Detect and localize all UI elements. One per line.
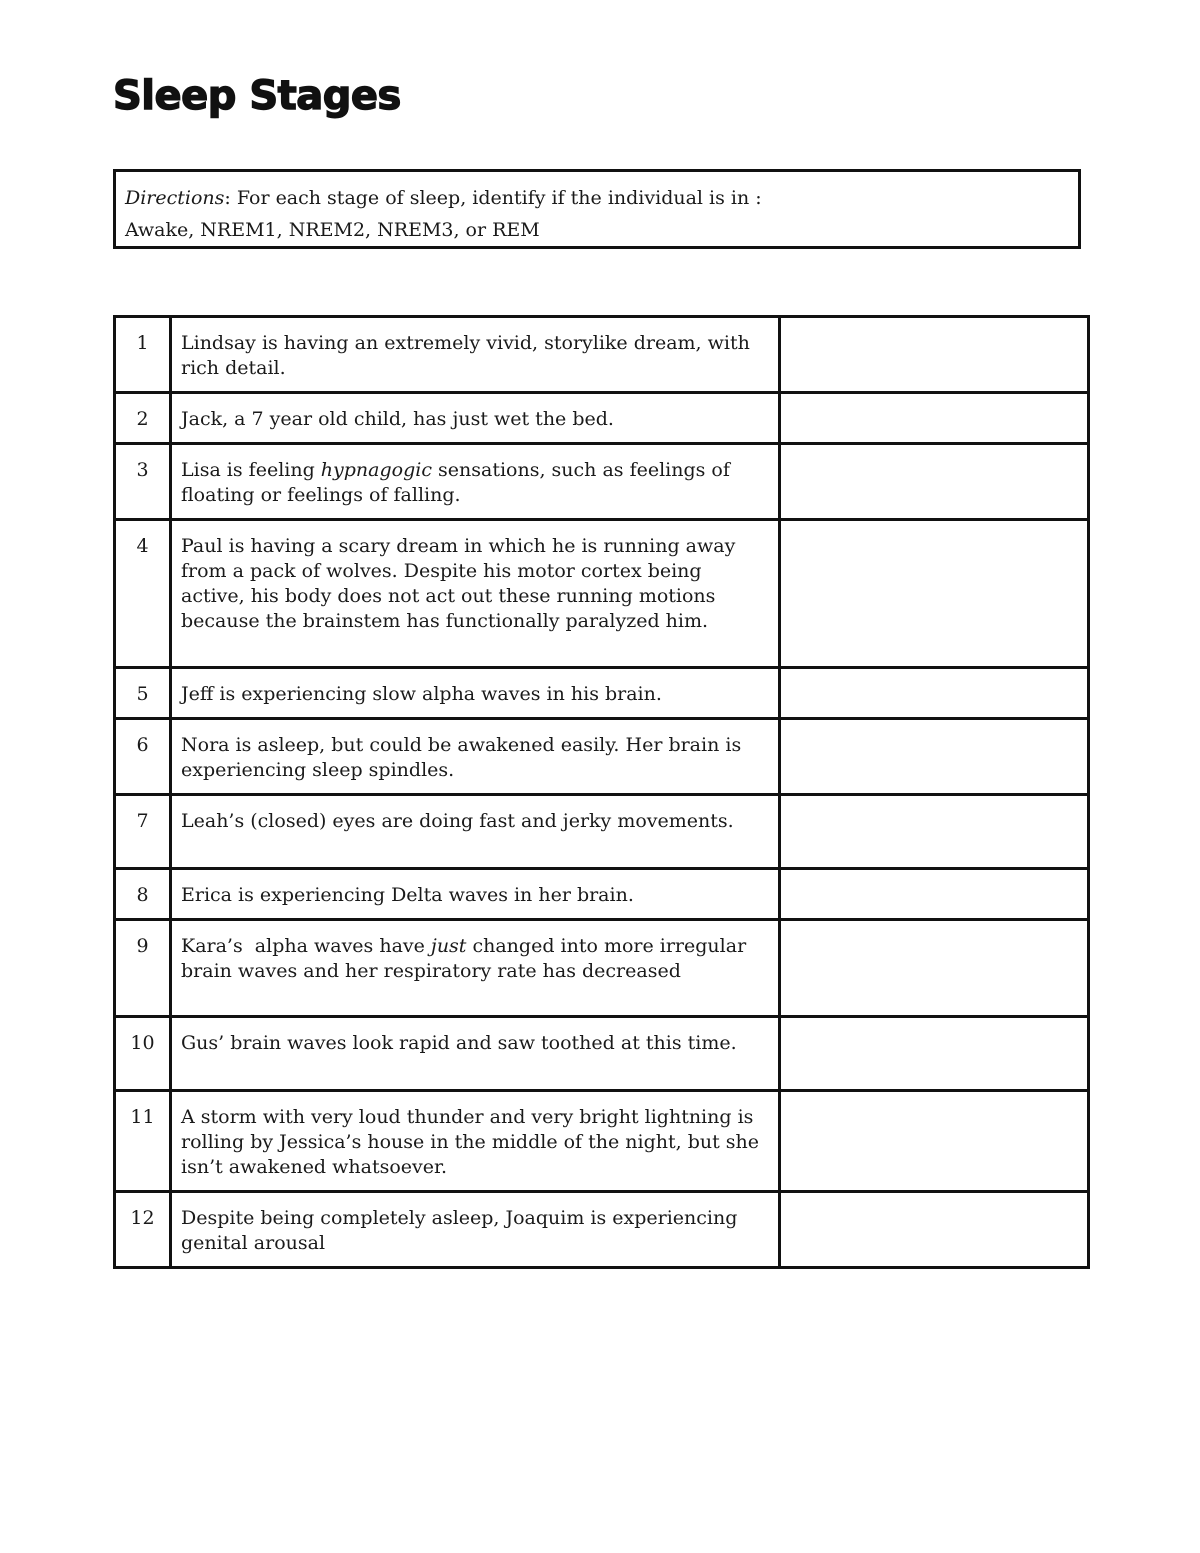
row-number: 6 xyxy=(115,719,171,795)
row-number: 8 xyxy=(115,869,171,920)
answer-cell[interactable] xyxy=(780,1017,1089,1091)
row-number: 2 xyxy=(115,393,171,444)
table-row xyxy=(115,920,1089,1017)
answer-cell[interactable] xyxy=(780,869,1089,920)
directions-box xyxy=(113,169,1081,249)
row-number: 9 xyxy=(115,920,171,1017)
row-number: 4 xyxy=(115,520,171,668)
row-number: 11 xyxy=(115,1091,171,1192)
answer-cell[interactable] xyxy=(780,520,1089,668)
row-number: 1 xyxy=(115,317,171,393)
scenario-text-part: sensations, such as feelings of floating or feelings of falling. xyxy=(181,459,730,506)
scenario-text: Lindsay is having an extremely vivid, storylike dream, with rich detail. xyxy=(171,317,780,393)
scenario-text: Erica is experiencing Delta waves in her brain. xyxy=(171,869,780,920)
answer-cell[interactable] xyxy=(780,317,1089,393)
directions-options: Awake, NREM1, NREM2, NREM3, or REM xyxy=(125,219,540,241)
answer-cell[interactable] xyxy=(780,444,1089,520)
directions-label: Directions xyxy=(125,187,225,209)
answer-cell[interactable] xyxy=(780,920,1089,1017)
scenario-text xyxy=(171,920,780,1017)
directions-text: : For each stage of sleep, identify if the individual is in : xyxy=(224,187,762,209)
table-row xyxy=(115,393,1089,444)
table-row xyxy=(115,869,1089,920)
table-row xyxy=(115,1192,1089,1268)
row-number: 12 xyxy=(115,1192,171,1268)
directions-line xyxy=(125,182,1069,214)
table-row xyxy=(115,444,1089,520)
answer-cell[interactable] xyxy=(780,795,1089,869)
answer-cell[interactable] xyxy=(780,668,1089,719)
answer-cell[interactable] xyxy=(780,719,1089,795)
page-title: Sleep Stages xyxy=(113,73,401,119)
scenario-text: Jack, a 7 year old child, has just wet the bed. xyxy=(171,393,780,444)
sleep-stage-table xyxy=(113,315,1090,1269)
table-row xyxy=(115,317,1089,393)
scenario-text: Leah’s (closed) eyes are doing fast and jerky movements. xyxy=(171,795,780,869)
row-number: 7 xyxy=(115,795,171,869)
scenario-text-part: Kara’s alpha waves have xyxy=(181,935,431,957)
table-row xyxy=(115,668,1089,719)
scenario-text: Jeff is experiencing slow alpha waves in his brain. xyxy=(171,668,780,719)
scenario-text: Paul is having a scary dream in which he is running away from a pack of wolves. Despite his motor cortex being active, his body does not act out these running motions because the brainstem has functionally paralyzed him. xyxy=(171,520,780,668)
row-number: 3 xyxy=(115,444,171,520)
scenario-text-part: changed into more irregular brain waves and her respiratory rate has decreased xyxy=(181,935,747,982)
scenario-text: Despite being completely asleep, Joaquim is experiencing genital arousal xyxy=(171,1192,780,1268)
scenario-text: A storm with very loud thunder and very bright lightning is rolling by Jessica’s house in the middle of the night, but she isn’t awakened whatsoever. xyxy=(171,1091,780,1192)
scenario-emphasis: just xyxy=(430,935,467,957)
answer-cell[interactable] xyxy=(780,393,1089,444)
scenario-text: Nora is asleep, but could be awakened easily. Her brain is experiencing sleep spindles. xyxy=(171,719,780,795)
answer-cell[interactable] xyxy=(780,1192,1089,1268)
scenario-text xyxy=(171,444,780,520)
table-row xyxy=(115,1091,1089,1192)
scenario-emphasis: hypnagogic xyxy=(320,459,432,481)
table-row xyxy=(115,719,1089,795)
row-number: 5 xyxy=(115,668,171,719)
table-row xyxy=(115,1017,1089,1091)
table-row xyxy=(115,520,1089,668)
row-number: 10 xyxy=(115,1017,171,1091)
scenario-text: Gus’ brain waves look rapid and saw toothed at this time. xyxy=(171,1017,780,1091)
scenario-text-part: Lisa is feeling xyxy=(181,459,321,481)
table-row xyxy=(115,795,1089,869)
answer-cell[interactable] xyxy=(780,1091,1089,1192)
